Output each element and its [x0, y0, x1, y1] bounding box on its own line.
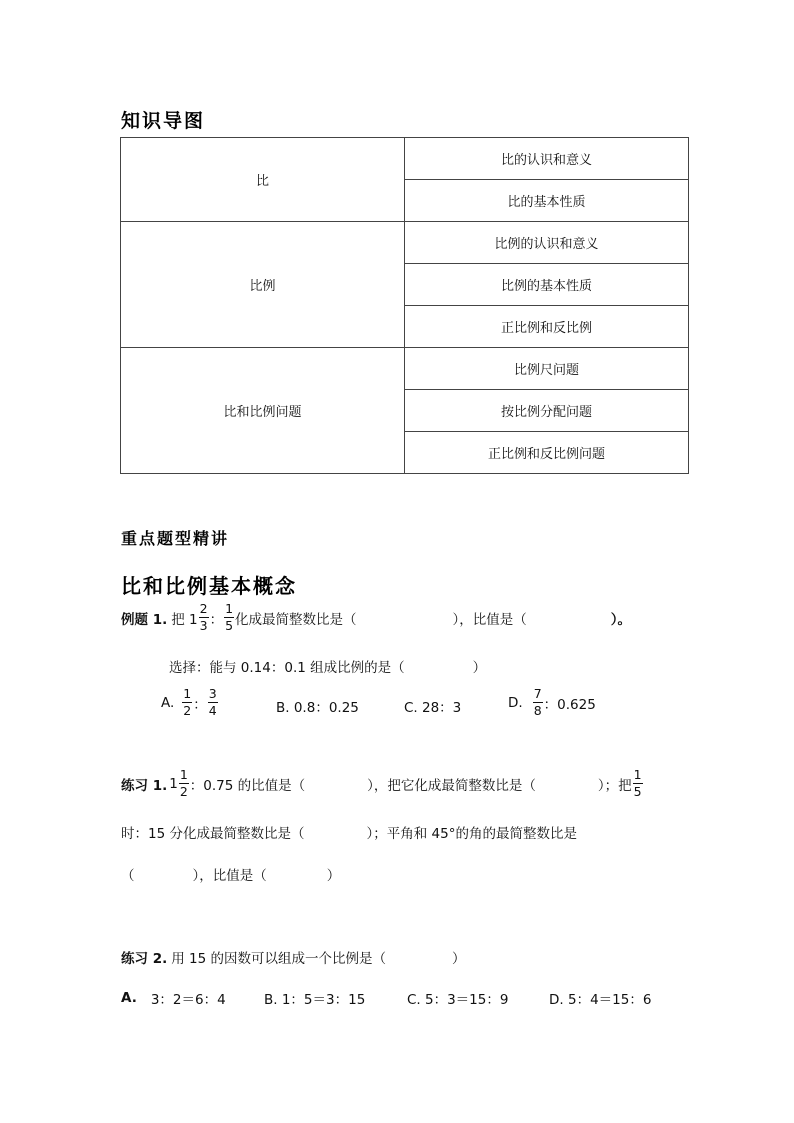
practice1-text: ）；把 [597, 777, 632, 794]
fraction [182, 688, 192, 717]
option-d-rest: ：0.625 [543, 696, 596, 713]
subtopic-cell: 比的基本性质 [405, 180, 689, 222]
example1-mid2: ），比值是（ [452, 611, 527, 628]
practice1-label: 练习 1. [121, 777, 168, 794]
option-a-label: A. [161, 694, 175, 711]
fraction [224, 603, 234, 632]
denominator: 3 [199, 617, 208, 633]
denominator: 2 [179, 783, 188, 799]
practice1-text: ：0.75 的比值是（ [189, 777, 306, 794]
option-a-label: A. [121, 990, 137, 1006]
practice1-text: 时：15 分化成最简整数比是（ [121, 826, 305, 842]
subtopic-cell: 正比例和反比例问题 [405, 432, 689, 474]
denominator: 8 [533, 702, 542, 718]
example1-label: 例题 1. [121, 611, 168, 628]
practice2-text: 用 15 的因数可以组成一个比例是（ [171, 951, 386, 967]
example1-mid: 化成最简整数比是（ [235, 611, 357, 628]
practice2-option-d: D. 5：4＝15：6 [549, 992, 652, 1008]
choice-option-d [508, 688, 596, 717]
subtopic-cell: 正比例和反比例 [405, 306, 689, 348]
denominator: 4 [208, 702, 217, 718]
numerator: 2 [199, 601, 208, 616]
numerator: 1 [225, 601, 234, 616]
choice-question-end: ） [472, 660, 487, 676]
denominator: 5 [225, 617, 234, 633]
numerator: 7 [533, 686, 542, 701]
basic-concepts-heading: 比和比例基本概念 [121, 574, 297, 598]
practice2-text: ） [452, 951, 466, 967]
topic-cell: 比例 [121, 222, 405, 348]
fraction [179, 769, 189, 798]
practice1-line2 [121, 822, 577, 842]
numerator: 1 [183, 686, 192, 701]
subtopic-cell: 比的认识和意义 [405, 138, 689, 180]
fraction [199, 603, 209, 632]
option-a-text: 3：2＝6：4 [150, 992, 226, 1008]
practice1-text: ），比值是（ [192, 868, 267, 884]
practice2-option-b: B. 1：5＝3：15 [264, 992, 366, 1008]
knowledge-map-table [120, 137, 689, 474]
key-types-heading: 重点题型精讲 [121, 529, 230, 548]
practice1-text: ） [326, 868, 341, 884]
choice-option-a [161, 688, 219, 717]
practice2-option-c: C. 5：3＝15：9 [407, 992, 509, 1008]
topic-cell: 比和比例问题 [121, 348, 405, 474]
practice1-text: ），把它化成最简整数比是（ [367, 777, 536, 794]
choice-question [169, 656, 486, 676]
knowledge-map-heading: 知识导图 [121, 110, 206, 132]
topic-cell: 比 [121, 138, 405, 222]
denominator: 2 [183, 702, 192, 718]
example1-prefix: 把 1 [171, 611, 198, 628]
denominator: 5 [633, 783, 642, 799]
practice1-line1 [121, 769, 644, 798]
subtopic-cell: 比例的基本性质 [405, 264, 689, 306]
subtopic-cell: 比例的认识和意义 [405, 222, 689, 264]
option-d-label: D. [508, 694, 523, 711]
subtopic-cell: 按比例分配问题 [405, 390, 689, 432]
fraction [633, 769, 643, 798]
fraction [208, 688, 218, 717]
example1-line [121, 603, 631, 632]
practice2-question [121, 947, 466, 967]
choice-question-text: 选择：能与 0.14：0.1 组成比例的是（ [169, 660, 405, 676]
numerator: 1 [179, 767, 188, 782]
practice1-text: （ [121, 868, 135, 884]
practice1-line3 [121, 864, 340, 884]
choice-option-c: C. 28：3 [404, 700, 462, 716]
practice1-whole: 1 [169, 775, 178, 792]
colon: ： [193, 696, 207, 713]
numerator: 3 [208, 686, 217, 701]
colon: ： [209, 611, 224, 628]
fraction [533, 688, 543, 717]
numerator: 1 [633, 767, 642, 782]
example1-end: ）。 [610, 611, 632, 628]
practice1-text: ）；平角和 45°的角的最简整数比是 [366, 826, 577, 842]
subtopic-cell: 比例尺问题 [405, 348, 689, 390]
practice2-option-a [121, 988, 226, 1008]
practice2-label: 练习 2. [121, 951, 168, 967]
choice-option-b: B. 0.8：0.25 [276, 700, 359, 716]
